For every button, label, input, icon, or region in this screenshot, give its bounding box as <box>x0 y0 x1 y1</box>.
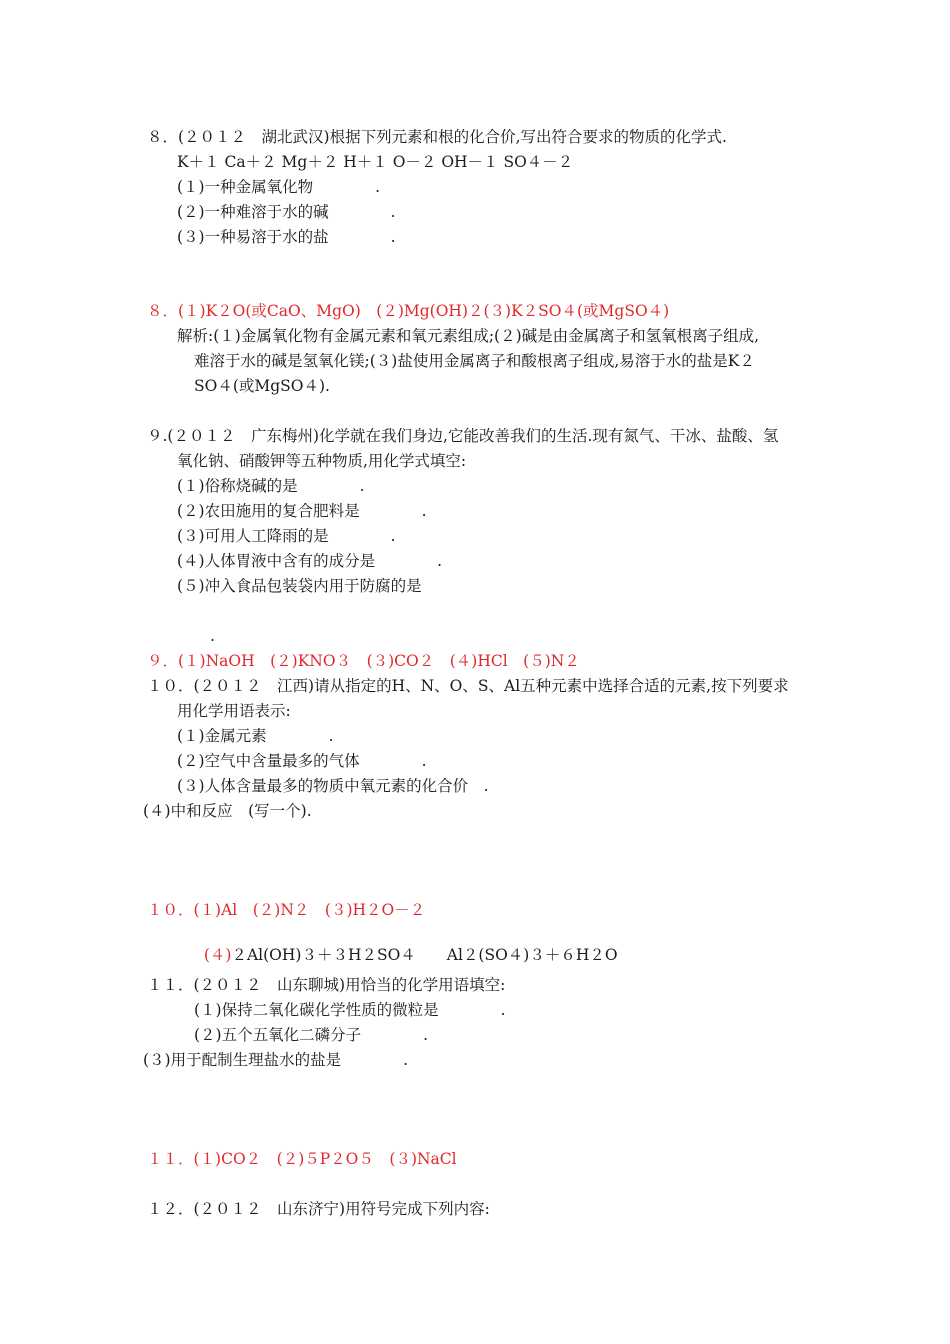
q10-title-1: １０．(２０１２ 江西)请从指定的H、N、O、S、Al五种元素中选择合适的元素,按下列要求 <box>147 677 789 695</box>
q9-answer: ９．(１)NaOH (２)KNO３ (３)CO２ (４)HCl (５)N２ <box>147 652 580 670</box>
q11-answer: １１．(１)CO２ (２)５P２O５ (３)NaCl <box>147 1150 457 1168</box>
q10-item-4: (４)中和反应 (写一个). <box>143 802 312 820</box>
q9-title-2: 氧化钠、硝酸钾等五种物质,用化学式填空: <box>177 452 467 470</box>
q8-answer: ８．(１)K２O(或CaO、MgO) (２)Mg(OH)２(３)K２SO４(或MgSO４) <box>147 302 670 320</box>
q8-analysis-2: 难溶于水的碱是氢氧化镁;(３)盐使用金属离子和酸根离子组成,易溶于水的盐是K２ <box>194 352 755 370</box>
q10-answer-2 <box>194 925 618 965</box>
q12-title: １２．(２０１２ 山东济宁)用符号完成下列内容: <box>147 1200 490 1218</box>
q10-answer-1: １０．(１)Al (２)N２ (３)H２O－２ <box>147 901 426 919</box>
q9-title-1: ９.(２０１２ 广东梅州)化学就在我们身边,它能改善我们的生活.现有氮气、干冰、盐酸、氢 <box>147 427 779 445</box>
q9-item-2: (２)农田施用的复合肥料是 . <box>177 502 427 520</box>
q11-item-1: (１)保持二氧化碳化学性质的微粒是 . <box>194 1001 506 1019</box>
q11-item-3: (３)用于配制生理盐水的盐是 . <box>143 1051 409 1069</box>
q10-answer-2-label: (４) <box>203 946 232 964</box>
q9-item-1: (１)俗称烧碱的是 . <box>177 477 365 495</box>
q10-item-1: (１)金属元素 . <box>177 727 334 745</box>
q10-item-3: (３)人体含量最多的物质中氧元素的化合价 . <box>177 777 489 795</box>
q9-item-4: (４)人体胃液中含有的成分是 . <box>177 552 443 570</box>
q10-title-2: 用化学用语表示: <box>177 702 291 720</box>
q9-blank-end: . <box>210 627 215 645</box>
q8-analysis-1: 解析:(１)金属氧化物有金属元素和氧元素组成;(２)碱是由金属离子和氢氧根离子组成, <box>177 327 760 345</box>
q9-item-3: (３)可用人工降雨的是 . <box>177 527 396 545</box>
q8-item-2: (２)一种难溶于水的碱 . <box>177 203 396 221</box>
q8-analysis-3: SO４(或MgSO４). <box>194 377 330 395</box>
q10-item-2: (２)空气中含量最多的气体 . <box>177 752 427 770</box>
q10-answer-2-eq: ２Al(OH)３＋３H２SO４ Al２(SO４)３＋６H２O <box>231 946 618 964</box>
q8-title: ８．(２０１２ 湖北武汉)根据下列元素和根的化合价,写出符合要求的物质的化学式. <box>147 128 727 146</box>
q9-item-5: (５)冲入食品包装袋内用于防腐的是 <box>177 577 422 595</box>
q8-item-1: (１)一种金属氧化物 . <box>177 178 381 196</box>
q8-item-3: (３)一种易溶于水的盐 . <box>177 228 396 246</box>
q8-valences: K＋１ Ca＋２ Mg＋２ H＋１ O－２ OH－１ SO４－２ <box>177 153 574 171</box>
q11-item-2: (２)五个五氧化二磷分子 . <box>194 1026 429 1044</box>
q11-title: １１．(２０１２ 山东聊城)用恰当的化学用语填空: <box>147 976 506 994</box>
